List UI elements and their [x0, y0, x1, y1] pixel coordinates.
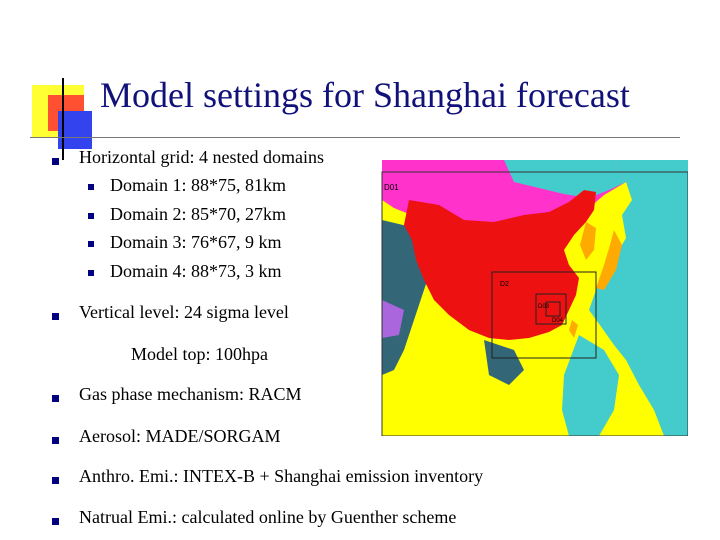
domain-label-d03: D03	[538, 304, 550, 310]
domain-label-d01: D01	[384, 183, 399, 192]
vertical-level-text: Vertical level: 24 sigma level	[79, 302, 289, 322]
anthro-emission-text: Anthro. Emi.: INTEX-B + Shanghai emission inventory	[79, 466, 484, 486]
bullet-marker	[52, 395, 59, 402]
bullet-marker	[52, 158, 59, 165]
decorative-vertical-line	[62, 78, 64, 160]
bullet-marker	[52, 313, 59, 320]
domain-3-text: Domain 3: 76*67, 9 km	[110, 232, 282, 252]
domain-label-d2: D2	[500, 281, 509, 288]
bullet-marker	[52, 437, 59, 444]
title-divider	[30, 137, 680, 138]
natural-emission-text: Natrual Emi.: calculated online by Guenther scheme	[79, 507, 457, 527]
slide-title: Model settings for Shanghai forecast	[100, 75, 630, 115]
domain-1-text: Domain 1: 88*75, 81km	[110, 175, 286, 195]
sub-bullet-marker	[88, 270, 94, 276]
aerosol-text: Aerosol: MADE/SORGAM	[79, 426, 281, 446]
domain-4-text: Domain 4: 88*73, 3 km	[110, 261, 282, 281]
model-top-text: Model top: 100hpa	[131, 344, 268, 364]
domain-map	[364, 160, 688, 436]
sub-bullet-marker	[88, 213, 94, 219]
gas-phase-text: Gas phase mechanism: RACM	[79, 384, 302, 404]
sub-bullet-marker	[88, 241, 94, 247]
bullet-marker	[52, 518, 59, 525]
domain-2-text: Domain 2: 85*70, 27km	[110, 204, 286, 224]
horizontal-grid-text: Horizontal grid: 4 nested domains	[79, 147, 324, 167]
domain-label-d04: D04	[552, 318, 564, 324]
bullet-marker	[52, 477, 59, 484]
sub-bullet-marker	[88, 184, 94, 190]
